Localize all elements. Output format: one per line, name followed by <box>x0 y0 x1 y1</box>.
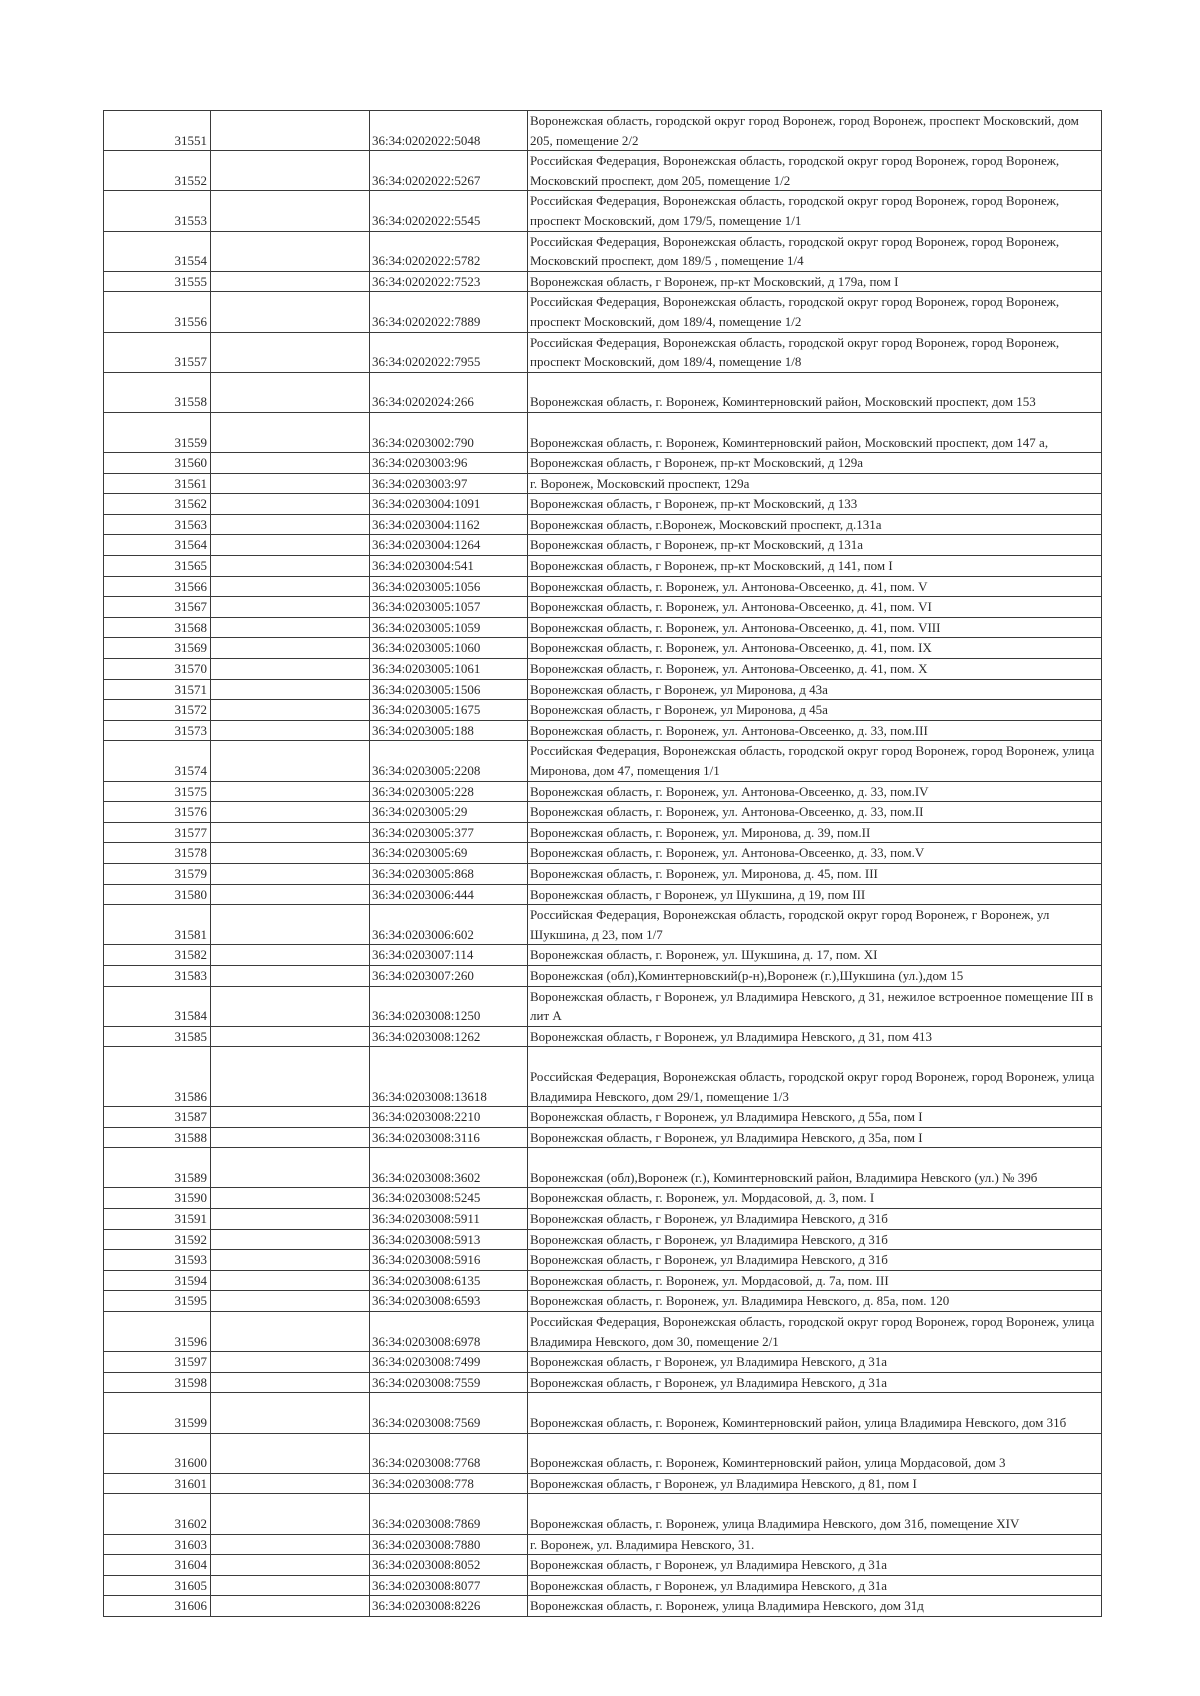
empty-cell <box>211 1473 370 1494</box>
address-cell: Российская Федерация, Воронежская область, городской округ город Воронеж, город Воронеж, Московский проспект, дом 189/5 , помещение 1/4 <box>528 231 1102 271</box>
cadastral-number-cell: 36:34:0203005:29 <box>370 802 528 823</box>
row-number-cell: 31566 <box>104 576 211 597</box>
empty-cell <box>211 1250 370 1271</box>
address-cell: Воронежская область, г. Воронеж, ул. Антонова-Овсеенко, д. 33, пом.II <box>528 802 1102 823</box>
table-row <box>104 1575 1102 1596</box>
cadastral-number-cell: 36:34:0203008:2210 <box>370 1107 528 1128</box>
table-row <box>104 1433 1102 1473</box>
table-row <box>104 945 1102 966</box>
empty-cell <box>211 1312 370 1352</box>
cadastral-number-cell: 36:34:0203008:6978 <box>370 1312 528 1352</box>
table-row <box>104 617 1102 638</box>
cadastral-number-cell: 36:34:0203008:778 <box>370 1473 528 1494</box>
cadastral-number-cell: 36:34:0203002:790 <box>370 412 528 452</box>
table-row <box>104 151 1102 191</box>
row-number-cell: 31587 <box>104 1107 211 1128</box>
address-cell: Российская Федерация, Воронежская область, городской округ город Воронеж, город Воронеж, Московский проспект, дом 205, помещение 1/2 <box>528 151 1102 191</box>
cadastral-number-cell: 36:34:0203007:260 <box>370 965 528 986</box>
address-cell: Воронежская область, г Воронеж, ул Владимира Невского, д 31б <box>528 1229 1102 1250</box>
row-number-cell: 31581 <box>104 905 211 945</box>
cadastral-number-cell: 36:34:0203005:1056 <box>370 576 528 597</box>
table-row <box>104 986 1102 1026</box>
cadastral-number-cell: 36:34:0203005:377 <box>370 822 528 843</box>
address-cell: Воронежская область, г. Воронеж, улица Владимира Невского, дом 31д <box>528 1596 1102 1617</box>
address-cell: Воронежская область, г. Воронеж, ул. Миронова, д. 45, пом. III <box>528 863 1102 884</box>
row-number-cell: 31561 <box>104 473 211 494</box>
address-cell: Российская Федерация, Воронежская область, городской округ город Воронеж, город Воронеж, проспект Московский, дом 189/4, помещение 1/2 <box>528 292 1102 332</box>
row-number-cell: 31572 <box>104 700 211 721</box>
table-row <box>104 292 1102 332</box>
table-row <box>104 1352 1102 1373</box>
row-number-cell: 31604 <box>104 1555 211 1576</box>
cadastral-number-cell: 36:34:0203004:1162 <box>370 514 528 535</box>
cadastral-number-cell: 36:34:0203008:6593 <box>370 1291 528 1312</box>
address-cell: Воронежская область, г Воронеж, ул Владимира Невского, д 31б <box>528 1209 1102 1230</box>
empty-cell <box>211 556 370 577</box>
cadastral-number-cell: 36:34:0202022:5545 <box>370 191 528 231</box>
table-row <box>104 802 1102 823</box>
cadastral-number-cell: 36:34:0203006:602 <box>370 905 528 945</box>
address-cell: Воронежская область, г. Воронеж, ул. Мордасовой, д. 7а, пом. III <box>528 1270 1102 1291</box>
table-row <box>104 700 1102 721</box>
table-row <box>104 679 1102 700</box>
table-row <box>104 781 1102 802</box>
cadastral-number-cell: 36:34:0203008:3116 <box>370 1127 528 1148</box>
cadastral-number-cell: 36:34:0203005:69 <box>370 843 528 864</box>
cadastral-number-cell: 36:34:0203008:3602 <box>370 1148 528 1188</box>
cadastral-number-cell: 36:34:0203005:1059 <box>370 617 528 638</box>
row-number-cell: 31597 <box>104 1352 211 1373</box>
table-row <box>104 1229 1102 1250</box>
empty-cell <box>211 1596 370 1617</box>
row-number-cell: 31593 <box>104 1250 211 1271</box>
address-cell: г. Воронеж, Московский проспект, 129а <box>528 473 1102 494</box>
empty-cell <box>211 965 370 986</box>
row-number-cell: 31595 <box>104 1291 211 1312</box>
table-row <box>104 1250 1102 1271</box>
registry-table-body <box>104 111 1102 1617</box>
row-number-cell: 31557 <box>104 332 211 372</box>
table-row <box>104 111 1102 151</box>
row-number-cell: 31575 <box>104 781 211 802</box>
cadastral-number-cell: 36:34:0202022:5267 <box>370 151 528 191</box>
table-row <box>104 1534 1102 1555</box>
empty-cell <box>211 1494 370 1534</box>
cadastral-number-cell: 36:34:0203005:188 <box>370 720 528 741</box>
table-row <box>104 597 1102 618</box>
empty-cell <box>211 292 370 332</box>
empty-cell <box>211 905 370 945</box>
table-row <box>104 659 1102 680</box>
table-row <box>104 884 1102 905</box>
address-cell: Воронежская область, г. Воронеж, ул. Антонова-Овсеенко, д. 41, пом. VI <box>528 597 1102 618</box>
empty-cell <box>211 514 370 535</box>
row-number-cell: 31578 <box>104 843 211 864</box>
empty-cell <box>211 1047 370 1107</box>
address-cell: Воронежская область, г Воронеж, ул Владимира Невского, д 35а, пом I <box>528 1127 1102 1148</box>
address-cell: Воронежская область, г. Воронеж, Коминтерновский район, Московский проспект, дом 153 <box>528 372 1102 412</box>
address-cell: Воронежская область, г. Воронеж, ул. Антонова-Овсеенко, д. 33, пом.V <box>528 843 1102 864</box>
empty-cell <box>211 1352 370 1373</box>
row-number-cell: 31596 <box>104 1312 211 1352</box>
row-number-cell: 31570 <box>104 659 211 680</box>
cadastral-number-cell: 36:34:0203006:444 <box>370 884 528 905</box>
cadastral-number-cell: 36:34:0203005:868 <box>370 863 528 884</box>
empty-cell <box>211 1291 370 1312</box>
empty-cell <box>211 1026 370 1047</box>
row-number-cell: 31594 <box>104 1270 211 1291</box>
empty-cell <box>211 781 370 802</box>
cadastral-number-cell: 36:34:0202022:7889 <box>370 292 528 332</box>
address-cell: Воронежская область, г. Воронеж, ул. Антонова-Овсеенко, д. 33, пом.IV <box>528 781 1102 802</box>
row-number-cell: 31591 <box>104 1209 211 1230</box>
table-row <box>104 494 1102 515</box>
table-row <box>104 1209 1102 1230</box>
row-number-cell: 31585 <box>104 1026 211 1047</box>
empty-cell <box>211 863 370 884</box>
table-row <box>104 412 1102 452</box>
cadastral-number-cell: 36:34:0202024:266 <box>370 372 528 412</box>
empty-cell <box>211 1372 370 1393</box>
table-row <box>104 1107 1102 1128</box>
row-number-cell: 31553 <box>104 191 211 231</box>
address-cell: Воронежская область, г Воронеж, ул Владимира Невского, д 31, нежилое встроенное помещение III в лит А <box>528 986 1102 1026</box>
row-number-cell: 31568 <box>104 617 211 638</box>
address-cell: Российская Федерация, Воронежская область, городской округ город Воронеж, город Воронеж, улица Владимира Невского, дом 29/1, помещение 1/3 <box>528 1047 1102 1107</box>
address-cell: Воронежская область, г. Воронеж, улица Владимира Невского, дом 31б, помещение XIV <box>528 1494 1102 1534</box>
address-cell: Воронежская область, г. Воронеж, ул. Шукшина, д. 17, пом. XI <box>528 945 1102 966</box>
cadastral-number-cell: 36:34:0203008:7569 <box>370 1393 528 1433</box>
empty-cell <box>211 659 370 680</box>
empty-cell <box>211 843 370 864</box>
table-row <box>104 1148 1102 1188</box>
row-number-cell: 31599 <box>104 1393 211 1433</box>
row-number-cell: 31606 <box>104 1596 211 1617</box>
address-cell: Воронежская область, г Воронеж, ул Владимира Невского, д 31а <box>528 1575 1102 1596</box>
row-number-cell: 31571 <box>104 679 211 700</box>
address-cell: Российская Федерация, Воронежская область, городской округ город Воронеж, город Воронеж, улица Владимира Невского, дом 30, помещение 2/1 <box>528 1312 1102 1352</box>
cadastral-number-cell: 36:34:0203005:1061 <box>370 659 528 680</box>
empty-cell <box>211 1270 370 1291</box>
table-row <box>104 231 1102 271</box>
cadastral-number-cell: 36:34:0202022:7955 <box>370 332 528 372</box>
table-row <box>104 1188 1102 1209</box>
row-number-cell: 31600 <box>104 1433 211 1473</box>
cadastral-number-cell: 36:34:0203008:5911 <box>370 1209 528 1230</box>
address-cell: Воронежская область, г. Воронеж, ул. Антонова-Овсеенко, д. 41, пом. V <box>528 576 1102 597</box>
address-cell: Воронежская область, г Воронеж, ул Шукшина, д 19, пом III <box>528 884 1102 905</box>
address-cell: Воронежская область, г.Воронеж, Московский проспект, д.131а <box>528 514 1102 535</box>
table-row <box>104 1127 1102 1148</box>
address-cell: Воронежская область, г. Воронеж, Коминтерновский район, Московский проспект, дом 147 а, <box>528 412 1102 452</box>
empty-cell <box>211 1148 370 1188</box>
empty-cell <box>211 1127 370 1148</box>
row-number-cell: 31590 <box>104 1188 211 1209</box>
table-row <box>104 1494 1102 1534</box>
cadastral-number-cell: 36:34:0203005:228 <box>370 781 528 802</box>
row-number-cell: 31580 <box>104 884 211 905</box>
empty-cell <box>211 1534 370 1555</box>
table-row <box>104 576 1102 597</box>
cadastral-number-cell: 36:34:0203004:1264 <box>370 535 528 556</box>
empty-cell <box>211 1555 370 1576</box>
table-row <box>104 514 1102 535</box>
table-row <box>104 372 1102 412</box>
table-row <box>104 271 1102 292</box>
empty-cell <box>211 535 370 556</box>
address-cell: Воронежская область, г Воронеж, пр-кт Московский, д 129а <box>528 453 1102 474</box>
cadastral-number-cell: 36:34:0203008:8077 <box>370 1575 528 1596</box>
cadastral-number-cell: 36:34:0203008:5916 <box>370 1250 528 1271</box>
table-row <box>104 741 1102 781</box>
empty-cell <box>211 271 370 292</box>
table-row <box>104 1312 1102 1352</box>
cadastral-number-cell: 36:34:0202022:5782 <box>370 231 528 271</box>
address-cell: Воронежская область, г Воронеж, ул Миронова, д 45а <box>528 700 1102 721</box>
cadastral-number-cell: 36:34:0203008:7768 <box>370 1433 528 1473</box>
row-number-cell: 31601 <box>104 1473 211 1494</box>
empty-cell <box>211 1229 370 1250</box>
row-number-cell: 31567 <box>104 597 211 618</box>
empty-cell <box>211 1575 370 1596</box>
cadastral-number-cell: 36:34:0203005:1057 <box>370 597 528 618</box>
address-cell: Воронежская область, г. Воронеж, ул. Антонова-Овсеенко, д. 41, пом. IX <box>528 638 1102 659</box>
empty-cell <box>211 1107 370 1128</box>
empty-cell <box>211 945 370 966</box>
table-row <box>104 863 1102 884</box>
cadastral-number-cell: 36:34:0203008:7559 <box>370 1372 528 1393</box>
row-number-cell: 31556 <box>104 292 211 332</box>
address-cell: Воронежская область, г Воронеж, ул Миронова, д 43а <box>528 679 1102 700</box>
empty-cell <box>211 151 370 191</box>
address-cell: Воронежская область, г Воронеж, ул Владимира Невского, д 31, пом 413 <box>528 1026 1102 1047</box>
cadastral-number-cell: 36:34:0203008:1250 <box>370 986 528 1026</box>
address-cell: Воронежская (обл),Воронеж (г.), Коминтерновский район, Владимира Невского (ул.) № 39б <box>528 1148 1102 1188</box>
table-row <box>104 720 1102 741</box>
row-number-cell: 31584 <box>104 986 211 1026</box>
address-cell: Воронежская область, г Воронеж, ул Владимира Невского, д 31а <box>528 1555 1102 1576</box>
row-number-cell: 31574 <box>104 741 211 781</box>
cadastral-number-cell: 36:34:0203008:5913 <box>370 1229 528 1250</box>
empty-cell <box>211 1209 370 1230</box>
address-cell: Воронежская область, городской округ город Воронеж, город Воронеж, проспект Московский, дом 205, помещение 2/2 <box>528 111 1102 151</box>
cadastral-number-cell: 36:34:0203008:7880 <box>370 1534 528 1555</box>
row-number-cell: 31589 <box>104 1148 211 1188</box>
address-cell: Воронежская область, г Воронеж, ул Владимира Невского, д 81, пом I <box>528 1473 1102 1494</box>
cadastral-number-cell: 36:34:0203004:541 <box>370 556 528 577</box>
empty-cell <box>211 191 370 231</box>
cadastral-number-cell: 36:34:0202022:7523 <box>370 271 528 292</box>
address-cell: Воронежская область, г. Воронеж, ул. Антонова-Овсеенко, д. 41, пом. X <box>528 659 1102 680</box>
table-row <box>104 1372 1102 1393</box>
empty-cell <box>211 741 370 781</box>
row-number-cell: 31558 <box>104 372 211 412</box>
empty-cell <box>211 822 370 843</box>
row-number-cell: 31564 <box>104 535 211 556</box>
empty-cell <box>211 638 370 659</box>
empty-cell <box>211 617 370 638</box>
address-cell: Воронежская область, г Воронеж, пр-кт Московский, д 141, пом I <box>528 556 1102 577</box>
empty-cell <box>211 1188 370 1209</box>
address-cell: Воронежская область, г. Воронеж, ул. Мордасовой, д. 3, пом. I <box>528 1188 1102 1209</box>
address-cell: Воронежская область, г Воронеж, пр-кт Московский, д 131а <box>528 535 1102 556</box>
row-number-cell: 31563 <box>104 514 211 535</box>
row-number-cell: 31576 <box>104 802 211 823</box>
row-number-cell: 31598 <box>104 1372 211 1393</box>
empty-cell <box>211 473 370 494</box>
row-number-cell: 31573 <box>104 720 211 741</box>
address-cell: Воронежская область, г. Воронеж, Коминтерновский район, улица Мордасовой, дом 3 <box>528 1433 1102 1473</box>
cadastral-number-cell: 36:34:0203004:1091 <box>370 494 528 515</box>
address-cell: Российская Федерация, Воронежская область, городской округ город Воронеж, г Воронеж, ул Шукшина, д 23, пом 1/7 <box>528 905 1102 945</box>
address-cell: Воронежская область, г Воронеж, пр-кт Московский, д 179а, пом I <box>528 271 1102 292</box>
address-cell: Воронежская область, г Воронеж, пр-кт Московский, д 133 <box>528 494 1102 515</box>
address-cell: г. Воронеж, ул. Владимира Невского, 31. <box>528 1534 1102 1555</box>
table-row <box>104 965 1102 986</box>
row-number-cell: 31551 <box>104 111 211 151</box>
empty-cell <box>211 720 370 741</box>
cadastral-number-cell: 36:34:0203005:1675 <box>370 700 528 721</box>
address-cell: Воронежская область, г Воронеж, ул Владимира Невского, д 55а, пом I <box>528 1107 1102 1128</box>
row-number-cell: 31552 <box>104 151 211 191</box>
table-row <box>104 638 1102 659</box>
address-cell: Российская Федерация, Воронежская область, городской округ город Воронеж, город Воронеж, проспект Московский, дом 189/4, помещение 1/8 <box>528 332 1102 372</box>
cadastral-number-cell: 36:34:0203005:1506 <box>370 679 528 700</box>
cadastral-number-cell: 36:34:0203008:8226 <box>370 1596 528 1617</box>
table-row <box>104 453 1102 474</box>
cadastral-number-cell: 36:34:0203005:2208 <box>370 741 528 781</box>
cadastral-number-cell: 36:34:0203003:96 <box>370 453 528 474</box>
row-number-cell: 31555 <box>104 271 211 292</box>
address-cell: Воронежская область, г. Воронеж, ул. Владимира Невского, д. 85а, пом. 120 <box>528 1291 1102 1312</box>
cadastral-number-cell: 36:34:0203008:7499 <box>370 1352 528 1373</box>
row-number-cell: 31562 <box>104 494 211 515</box>
cadastral-number-cell: 36:34:0203008:1262 <box>370 1026 528 1047</box>
table-row <box>104 1393 1102 1433</box>
empty-cell <box>211 700 370 721</box>
table-row <box>104 905 1102 945</box>
cadastral-number-cell: 36:34:0203007:114 <box>370 945 528 966</box>
empty-cell <box>211 576 370 597</box>
row-number-cell: 31569 <box>104 638 211 659</box>
address-cell: Воронежская область, г Воронеж, ул Владимира Невского, д 31а <box>528 1372 1102 1393</box>
empty-cell <box>211 231 370 271</box>
empty-cell <box>211 597 370 618</box>
cadastral-number-cell: 36:34:0203008:5245 <box>370 1188 528 1209</box>
empty-cell <box>211 679 370 700</box>
row-number-cell: 31560 <box>104 453 211 474</box>
empty-cell <box>211 802 370 823</box>
row-number-cell: 31586 <box>104 1047 211 1107</box>
empty-cell <box>211 111 370 151</box>
row-number-cell: 31583 <box>104 965 211 986</box>
table-row <box>104 473 1102 494</box>
table-row <box>104 1473 1102 1494</box>
empty-cell <box>211 372 370 412</box>
empty-cell <box>211 453 370 474</box>
row-number-cell: 31579 <box>104 863 211 884</box>
table-row <box>104 1291 1102 1312</box>
table-row <box>104 843 1102 864</box>
table-row <box>104 1596 1102 1617</box>
table-row <box>104 1026 1102 1047</box>
cadastral-number-cell: 36:34:0202022:5048 <box>370 111 528 151</box>
registry-table <box>103 110 1102 1617</box>
table-row <box>104 1555 1102 1576</box>
cadastral-number-cell: 36:34:0203003:97 <box>370 473 528 494</box>
row-number-cell: 31603 <box>104 1534 211 1555</box>
empty-cell <box>211 1393 370 1433</box>
row-number-cell: 31592 <box>104 1229 211 1250</box>
table-row <box>104 1047 1102 1107</box>
address-cell: Российская Федерация, Воронежская область, городской округ город Воронеж, город Воронеж, проспект Московский, дом 179/5, помещение 1/1 <box>528 191 1102 231</box>
cadastral-number-cell: 36:34:0203008:6135 <box>370 1270 528 1291</box>
row-number-cell: 31588 <box>104 1127 211 1148</box>
address-cell: Воронежская область, г Воронеж, ул Владимира Невского, д 31б <box>528 1250 1102 1271</box>
empty-cell <box>211 986 370 1026</box>
table-row <box>104 332 1102 372</box>
row-number-cell: 31582 <box>104 945 211 966</box>
row-number-cell: 31554 <box>104 231 211 271</box>
empty-cell <box>211 412 370 452</box>
row-number-cell: 31605 <box>104 1575 211 1596</box>
empty-cell <box>211 1433 370 1473</box>
address-cell: Воронежская область, г. Воронеж, ул. Антонова-Овсеенко, д. 41, пом. VIII <box>528 617 1102 638</box>
row-number-cell: 31559 <box>104 412 211 452</box>
cadastral-number-cell: 36:34:0203008:13618 <box>370 1047 528 1107</box>
address-cell: Воронежская область, г. Воронеж, ул. Миронова, д. 39, пом.II <box>528 822 1102 843</box>
address-cell: Российская Федерация, Воронежская область, городской округ город Воронеж, город Воронеж, улица Миронова, дом 47, помещения 1/1 <box>528 741 1102 781</box>
cadastral-number-cell: 36:34:0203008:7869 <box>370 1494 528 1534</box>
table-row <box>104 191 1102 231</box>
empty-cell <box>211 494 370 515</box>
row-number-cell: 31565 <box>104 556 211 577</box>
table-row <box>104 556 1102 577</box>
address-cell: Воронежская (обл),Коминтерновский(р-н),Воронеж (г.),Шукшина (ул.),дом 15 <box>528 965 1102 986</box>
address-cell: Воронежская область, г Воронеж, ул Владимира Невского, д 31а <box>528 1352 1102 1373</box>
address-cell: Воронежская область, г. Воронеж, Коминтерновский район, улица Владимира Невского, дом 31б <box>528 1393 1102 1433</box>
row-number-cell: 31602 <box>104 1494 211 1534</box>
table-row <box>104 822 1102 843</box>
table-row <box>104 1270 1102 1291</box>
row-number-cell: 31577 <box>104 822 211 843</box>
cadastral-number-cell: 36:34:0203008:8052 <box>370 1555 528 1576</box>
address-cell: Воронежская область, г. Воронеж, ул. Антонова-Овсеенко, д. 33, пом.III <box>528 720 1102 741</box>
empty-cell <box>211 884 370 905</box>
empty-cell <box>211 332 370 372</box>
table-row <box>104 535 1102 556</box>
cadastral-number-cell: 36:34:0203005:1060 <box>370 638 528 659</box>
